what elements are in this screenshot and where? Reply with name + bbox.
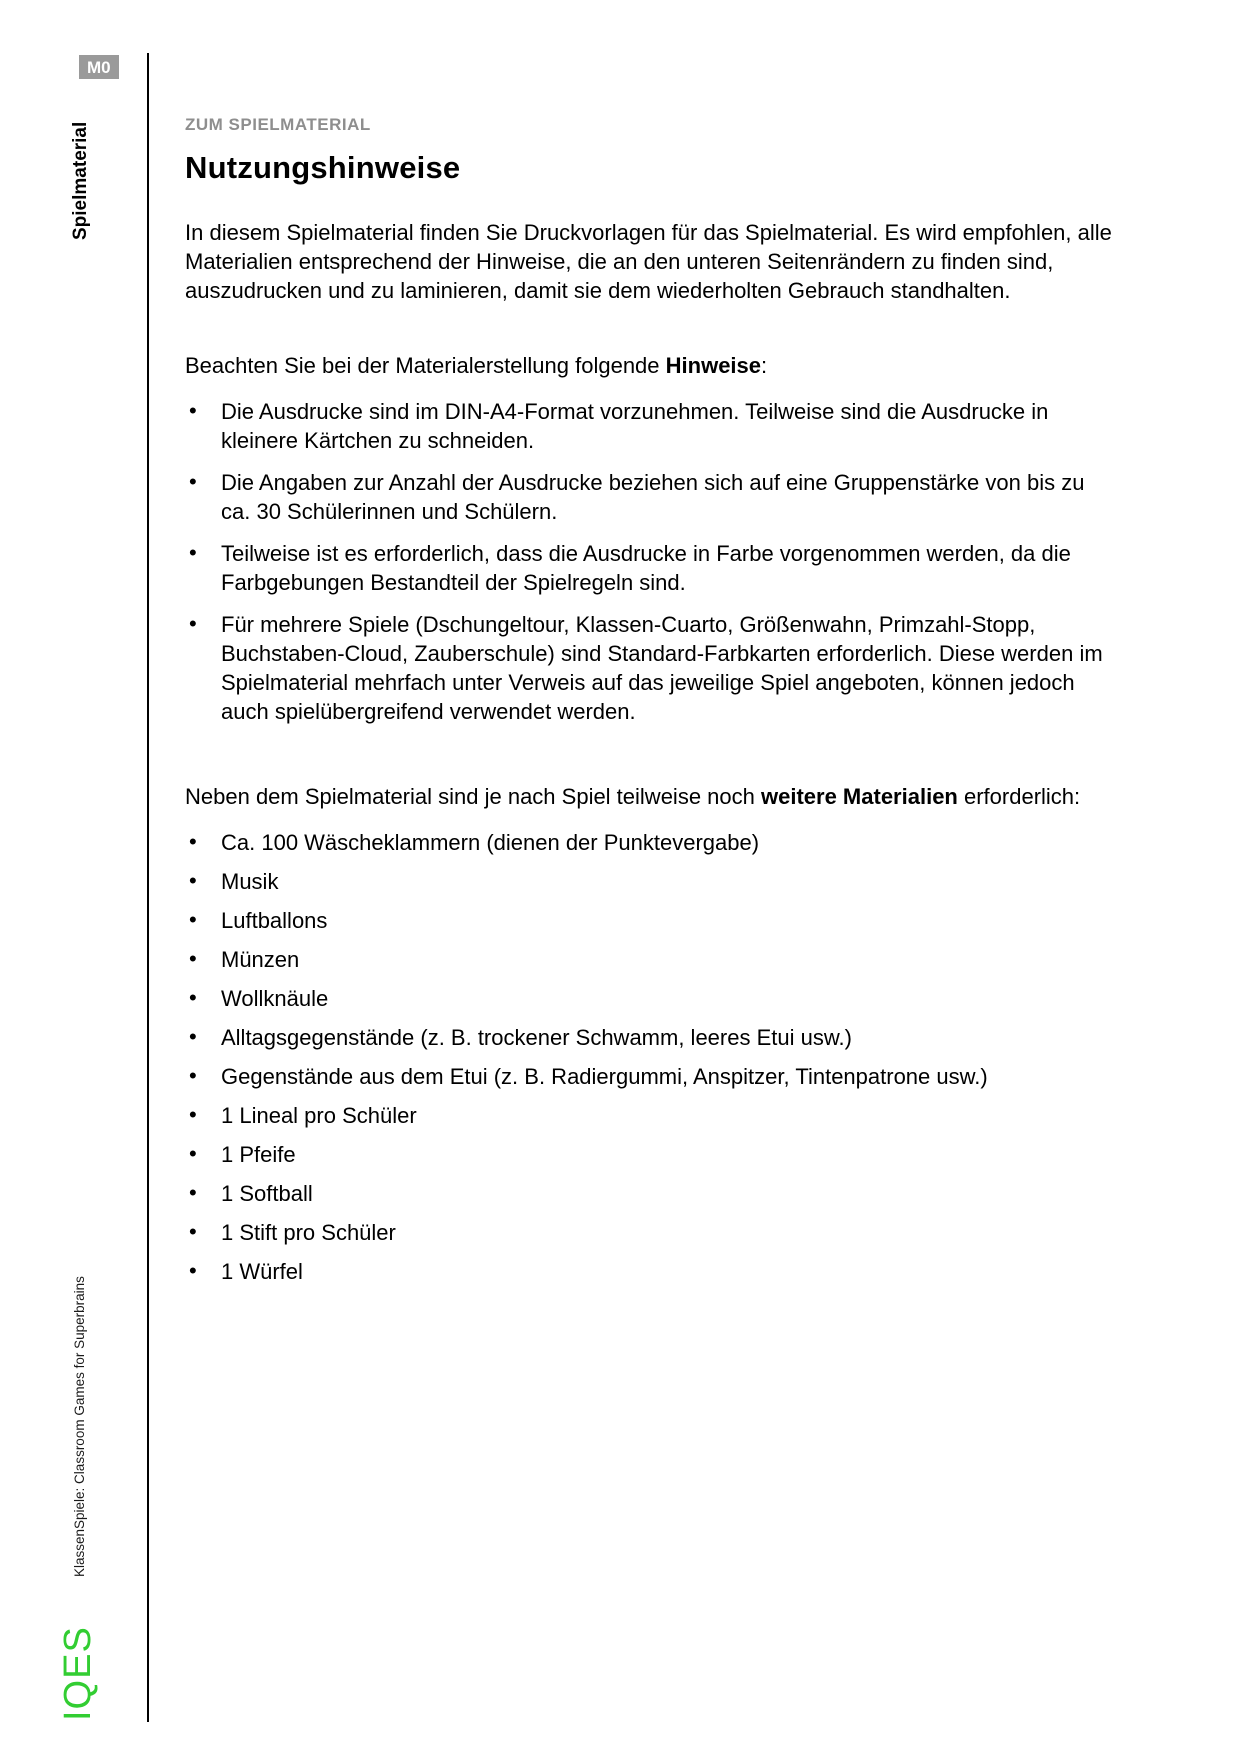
list-item: • Wollknäule xyxy=(185,984,1118,1013)
hinweise-lead-suffix: : xyxy=(761,353,768,378)
hinweise-list xyxy=(185,397,1118,726)
list-item: • Die Ausdrucke sind im DIN-A4-Format vorzunehmen. Teilweise sind die Ausdrucke in kleinere Kärtchen zu schneiden. xyxy=(185,397,1118,455)
list-item: • Luftballons xyxy=(185,906,1118,935)
materials-lead-suffix: erforderlich: xyxy=(957,784,1081,809)
materials-lead-bold: weitere Materialien xyxy=(761,784,958,809)
hinweise-lead xyxy=(185,351,1118,380)
main-content xyxy=(185,115,1118,1296)
hinweise-lead-prefix: Beachten Sie bei der Materialerstellung folgende xyxy=(185,353,666,378)
list-item: • 1 Pfeife xyxy=(185,1140,1118,1169)
list-item: • 1 Würfel xyxy=(185,1257,1118,1286)
intro-paragraph: In diesem Spielmaterial finden Sie Druckvorlagen für das Spielmaterial. Es wird empfohlen, alle Materialien entsprechend der Hinweise, die an den unteren Seitenrändern zu finden sind, auszudrucken und zu laminieren, damit sie dem wiederholten Gebrauch standhalten. xyxy=(185,220,1112,303)
materials-lead-prefix: Neben dem Spielmaterial sind je nach Spiel teilweise noch xyxy=(185,784,761,809)
list-item: • Musik xyxy=(185,867,1118,896)
sidebar-label-series: KlassenSpiele: Classroom Games for Superbrains xyxy=(72,1276,87,1577)
list-item: • Gegenstände aus dem Etui (z. B. Radiergummi, Anspitzer, Tintenpatrone usw.) xyxy=(185,1062,1118,1091)
list-item: • 1 Lineal pro Schüler xyxy=(185,1101,1118,1130)
page-title: Nutzungshinweise xyxy=(185,150,461,185)
list-item: • Alltagsgegenstände (z. B. trockener Schwamm, leeres Etui usw.) xyxy=(185,1023,1118,1052)
list-item: • Münzen xyxy=(185,945,1118,974)
hinweise-lead-bold: Hinweise xyxy=(665,353,762,378)
list-item: • 1 Softball xyxy=(185,1179,1118,1208)
module-badge: M0 xyxy=(79,55,119,79)
materials-list xyxy=(185,828,1118,1286)
list-item: • Ca. 100 Wäscheklammern (dienen der Punktevergabe) xyxy=(185,828,1118,857)
vertical-divider xyxy=(147,53,149,1722)
sidebar-label-spielmaterial: Spielmaterial xyxy=(70,121,91,240)
list-item: • 1 Stift pro Schüler xyxy=(185,1218,1118,1247)
list-item: • Teilweise ist es erforderlich, dass die Ausdrucke in Farbe vorgenommen werden, da die Farbgebungen Bestandteil der Spielregeln sind. xyxy=(185,539,1118,597)
list-item: • Die Angaben zur Anzahl der Ausdrucke beziehen sich auf eine Gruppenstärke von bis zu ca. 30 Schülerinnen und Schülern. xyxy=(185,468,1118,526)
list-item: • Für mehrere Spiele (Dschungeltour, Klassen-Cuarto, Größenwahn, Primzahl-Stopp, Buchstaben-Cloud, Zauberschule) sind Standard-Farbkarten erforderlich. Diese werden im Spielmaterial mehrfach unter Verweis auf das jeweilige Spiel angeboten, können jedoch auch spielübergreifend verwendet werden. xyxy=(185,610,1118,726)
iqes-logo: IQES xyxy=(57,1626,99,1721)
section-kicker: ZUM SPIELMATERIAL xyxy=(185,115,371,134)
materials-lead xyxy=(185,782,1118,811)
